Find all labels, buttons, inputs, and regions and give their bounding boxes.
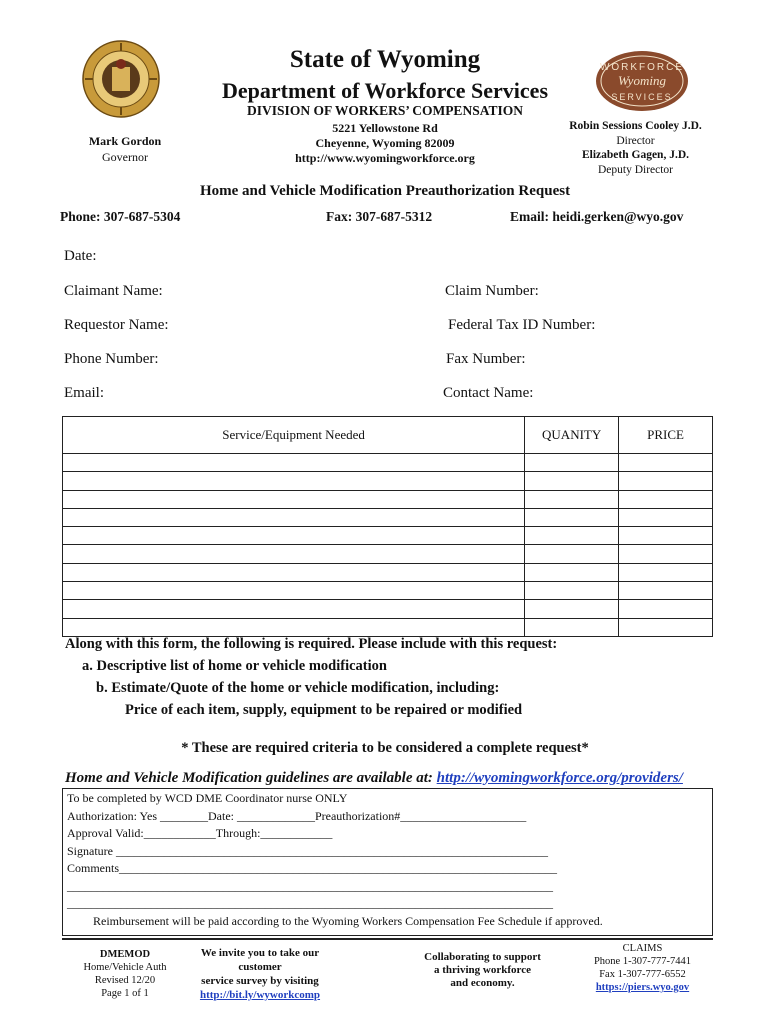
phone-number-field[interactable]: Phone Number: xyxy=(64,351,159,367)
page-number: Page 1 of 1 xyxy=(101,988,149,999)
director-block xyxy=(553,119,718,177)
reimbursement-note: Reimbursement will be paid according to the Wyoming Workers Compensation Fee Schedule if approved. xyxy=(93,913,603,928)
table-row xyxy=(63,545,713,563)
requestor-name-field[interactable]: Requestor Name: xyxy=(64,317,169,333)
contact-phone: Phone: 307-687-5304 xyxy=(60,209,181,224)
claims-phone: Phone 1-307-777-7441 xyxy=(593,956,692,967)
survey-text-2: service survey by visiting xyxy=(201,975,319,987)
claims-fax: Fax 1-307-777-6552 xyxy=(599,969,686,980)
price-cell[interactable] xyxy=(619,545,713,563)
price-cell[interactable] xyxy=(619,582,713,600)
deputy-name: Elizabeth Gagen, J.D. xyxy=(581,149,689,161)
service-cell[interactable] xyxy=(63,454,525,472)
quantity-cell[interactable] xyxy=(525,527,619,545)
table-row xyxy=(63,527,713,545)
table-row xyxy=(63,582,713,600)
contact-email: Email: heidi.gerken@wyo.gov xyxy=(510,209,684,224)
comments-line-3[interactable]: _________________________________________________________________________________ xyxy=(67,896,553,910)
deputy-title: Deputy Director xyxy=(597,163,674,176)
header-service: Service/Equipment Needed xyxy=(63,417,525,454)
address-website: http://www.wyomingworkforce.org xyxy=(295,151,475,165)
director-title: Director xyxy=(616,134,655,147)
claim-number-field[interactable]: Claim Number: xyxy=(445,283,539,299)
service-cell[interactable] xyxy=(63,582,525,600)
equipment-table xyxy=(62,416,713,637)
logo-text-bottom: SERVICES xyxy=(611,92,673,102)
table-header-row xyxy=(63,417,713,454)
logo-text-top: WORKFORCE xyxy=(599,62,685,73)
price-cell[interactable] xyxy=(619,600,713,618)
motto-line-1: Collaborating to support xyxy=(424,951,541,963)
address-city: Cheyenne, Wyoming 82009 xyxy=(315,136,455,150)
guidelines-link[interactable]: http://wyomingworkforce.org/providers/ xyxy=(436,770,683,786)
director-name: Robin Sessions Cooley J.D. xyxy=(569,120,702,132)
authorization-line[interactable]: Authorization: Yes ________Date: _____________Preauthorization#_____________________ xyxy=(67,808,527,823)
claims-link[interactable]: https://piers.wyo.gov xyxy=(595,982,690,993)
requirements-block xyxy=(65,633,557,721)
contact-fax: Fax: 307-687-5312 xyxy=(326,209,433,224)
fax-number-field[interactable]: Fax Number: xyxy=(446,351,526,367)
wcd-coordinator-box xyxy=(62,788,713,936)
service-cell[interactable] xyxy=(63,508,525,526)
survey-block xyxy=(180,946,340,1002)
comments-line[interactable]: Comments_________________________________________________________________________ xyxy=(67,861,558,875)
survey-text-1: We invite you to take our customer xyxy=(200,947,320,973)
agency-address xyxy=(235,121,535,166)
table-row xyxy=(63,490,713,508)
price-cell[interactable] xyxy=(619,508,713,526)
header-quantity: QUANITY xyxy=(525,417,619,454)
requirement-a: a. Descriptive list of home or vehicle modification xyxy=(82,658,387,674)
signature-line[interactable]: Signature ________________________________________________________________________ xyxy=(67,843,548,858)
motto-line-3: and economy. xyxy=(450,977,515,989)
guidelines-text: Home and Vehicle Modification guidelines are available at: xyxy=(65,770,433,786)
quantity-cell[interactable] xyxy=(525,454,619,472)
service-cell[interactable] xyxy=(63,600,525,618)
service-cell[interactable] xyxy=(63,527,525,545)
table-row xyxy=(63,600,713,618)
quantity-cell[interactable] xyxy=(525,545,619,563)
comments-line-2[interactable]: _________________________________________________________________________________ xyxy=(67,878,553,893)
federal-tax-id-field[interactable]: Federal Tax ID Number: xyxy=(448,317,596,333)
quantity-cell[interactable] xyxy=(525,472,619,490)
survey-link[interactable]: http://bit.ly/wyworkcomp xyxy=(199,989,321,1001)
quantity-cell[interactable] xyxy=(525,600,619,618)
contact-name-field[interactable]: Contact Name: xyxy=(443,385,534,401)
form-title: Home and Vehicle Modification Preauthorization Request xyxy=(199,183,571,199)
requirement-b: b. Estimate/Quote of the home or vehicle modification, including: xyxy=(96,680,500,696)
motto-line-2: a thriving workforce xyxy=(434,964,531,976)
requirement-b-detail: Price of each item, supply, equipment to be repaired or modified xyxy=(125,702,523,718)
form-name: Home/Vehicle Auth xyxy=(83,962,167,973)
wcd-box-heading: To be completed by WCD DME Coordinator nurse ONLY xyxy=(67,791,348,805)
form-code-block xyxy=(70,948,180,1000)
governor-block xyxy=(60,133,190,165)
governor-name: Mark Gordon xyxy=(88,134,162,148)
claims-title: CLAIMS xyxy=(622,943,663,954)
requirements-intro: Along with this form, the following is required. Please include with this request: xyxy=(65,636,558,652)
price-cell[interactable] xyxy=(619,454,713,472)
approval-valid-line[interactable]: Approval Valid:____________Through:____________ xyxy=(67,826,333,840)
department-name: Department of Workforce Services xyxy=(221,78,549,103)
quantity-cell[interactable] xyxy=(525,563,619,581)
table-row xyxy=(63,454,713,472)
price-cell[interactable] xyxy=(619,618,713,636)
form-code: DMEMOD xyxy=(99,949,151,960)
quantity-cell[interactable] xyxy=(525,582,619,600)
service-cell[interactable] xyxy=(63,490,525,508)
price-cell[interactable] xyxy=(619,563,713,581)
address-street: 5221 Yellowstone Rd xyxy=(332,121,438,135)
price-cell[interactable] xyxy=(619,527,713,545)
table-row xyxy=(63,563,713,581)
service-cell[interactable] xyxy=(63,545,525,563)
footer-divider xyxy=(62,938,713,940)
claimant-name-field[interactable]: Claimant Name: xyxy=(64,283,163,299)
logo-text-mid: Wyoming xyxy=(618,73,666,88)
guidelines-line xyxy=(65,770,683,787)
table-row xyxy=(63,472,713,490)
quantity-cell[interactable] xyxy=(525,490,619,508)
claims-block xyxy=(570,942,715,994)
page-title: State of Wyoming xyxy=(289,46,481,73)
service-cell[interactable] xyxy=(63,563,525,581)
governor-title: Governor xyxy=(102,150,148,164)
header-price: PRICE xyxy=(619,417,713,454)
price-cell[interactable] xyxy=(619,490,713,508)
criteria-note: * These are required criteria to be considered a complete request* xyxy=(181,740,589,756)
motto-block xyxy=(410,951,555,990)
service-cell[interactable] xyxy=(63,472,525,490)
table-row xyxy=(63,508,713,526)
division-name: DIVISION OF WORKERS’ COMPENSATION xyxy=(247,103,523,118)
price-cell[interactable] xyxy=(619,472,713,490)
email-field[interactable]: Email: xyxy=(64,385,104,401)
quantity-cell[interactable] xyxy=(525,508,619,526)
revision-date: Revised 12/20 xyxy=(94,975,156,986)
date-field[interactable]: Date: xyxy=(64,248,97,264)
